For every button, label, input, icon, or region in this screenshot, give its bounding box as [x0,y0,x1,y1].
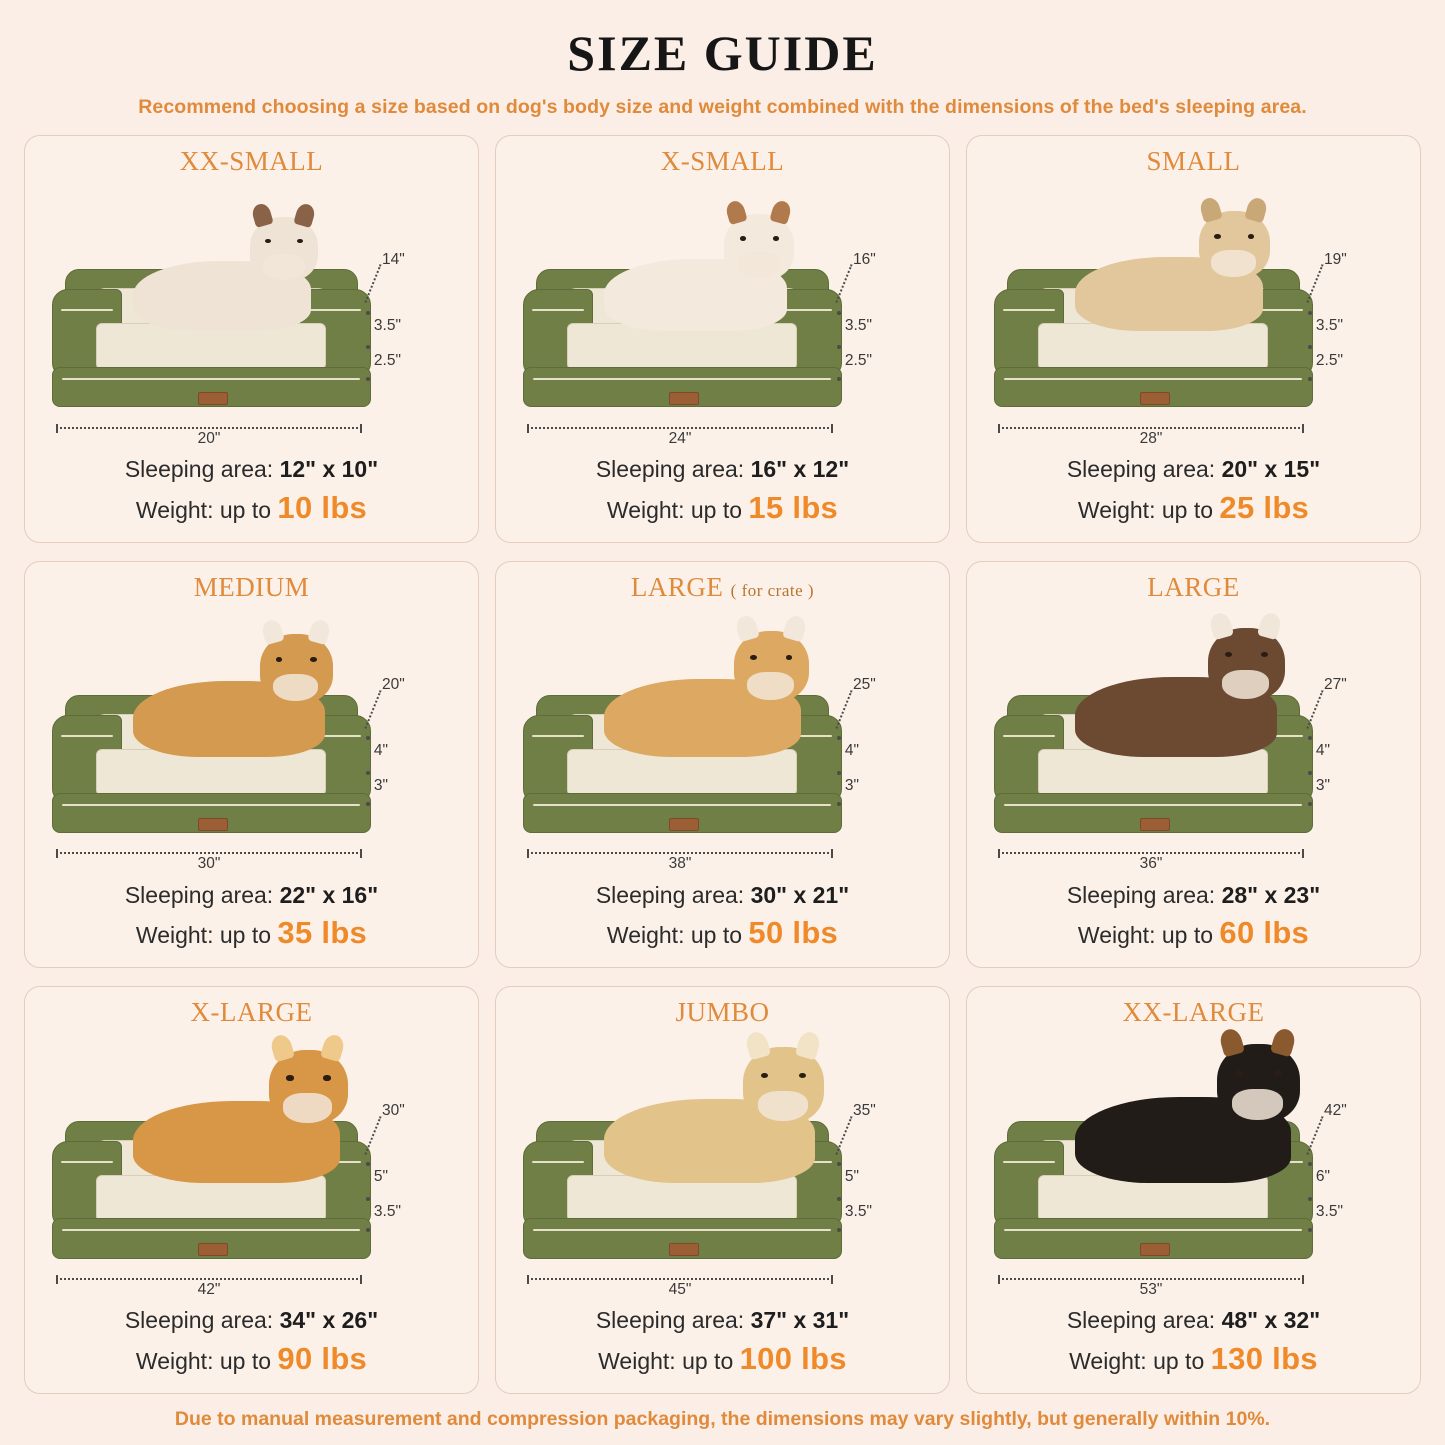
weight-label: Weight: [135,922,220,949]
size-name: SMALL [1146,146,1241,176]
dog-snout [1222,670,1270,699]
dimension-dot [1308,1197,1312,1201]
dimension-base: 3" [1315,777,1331,795]
dimension-line [998,1278,1304,1280]
width-dimension [527,849,833,871]
weight-value: 15 lbs [748,489,839,525]
weight-value: 10 lbs [277,489,368,525]
weight-label: Weight: [1077,922,1162,949]
dog-head [260,634,333,703]
dog-snout [1232,1089,1283,1120]
sleeping-area-value: 20" x 15" [1221,455,1321,482]
dimension-width-value: 53" [1139,1280,1163,1298]
brand-tag-icon [198,392,228,405]
bed-base [994,367,1313,407]
dog-photo-french-bulldog [1075,211,1263,331]
dimension-dot [837,736,841,740]
dog-photo-corgi [133,634,326,757]
sleeping-area-value: 34" x 26" [279,1307,379,1334]
dimension-width-value: 38" [668,855,692,873]
dog-ear-right-icon [769,199,793,225]
sleeping-area-label: Sleeping area: [124,881,280,908]
bed-base [994,793,1313,833]
dimension-line [998,852,1304,854]
dog-ear-right-icon [1270,1026,1298,1057]
dog-ear-right-icon [795,1030,822,1061]
dog-photo-labrador [604,1047,816,1183]
dog-photo-cat [133,217,312,331]
weight-upto: up to [219,496,272,523]
dimension-leader-line [364,264,381,303]
dimension-dot [1308,311,1312,315]
bed-illustration [981,605,1406,877]
dimension-bolster: 4" [1315,742,1331,760]
dog-eye-right [323,1075,330,1080]
weight-label: Weight: [1069,1347,1154,1374]
dimension-dot [837,771,841,775]
vertical-dimensions [825,670,927,828]
weight-row [39,486,464,530]
sleeping-area-label: Sleeping area: [1066,1307,1222,1334]
dog-ear-left-icon [250,202,273,228]
footer-note: Due to manual measurement and compression packaging, the dimensions may vary slightly, but generally within 10%. [174,1408,1271,1430]
dimension-bolster: 3.5" [844,316,872,334]
dimension-dot [366,802,370,806]
dog-ear-left-icon [734,614,759,643]
sleeping-area-label: Sleeping area: [1066,881,1222,908]
dog-ear-right-icon [294,202,317,228]
size-name: X-LARGE [190,997,313,1028]
width-dimension [998,1275,1304,1297]
dimension-leader-line [1306,1116,1323,1155]
dog-eye-right [1261,652,1268,657]
dimension-leader-line [835,690,852,729]
weight-upto: up to [1161,496,1214,523]
dimension-line [56,427,362,429]
size-card-title [510,997,935,1028]
dog-ear-right-icon [1257,611,1283,640]
weight-row [510,911,935,955]
dog-eye-left [1214,234,1220,239]
dog-snout [758,1091,808,1121]
dog-eye-left [276,657,283,662]
bed-illustration [39,605,464,877]
size-card-jumbo[interactable] [495,986,950,1394]
sleeping-area-label: Sleeping area: [595,881,751,908]
size-name: XX-SMALL [179,146,324,176]
bed-base [994,1218,1313,1258]
weight-upto: up to [1153,1347,1205,1374]
dimension-dot [366,377,370,381]
sleeping-area-row [510,453,935,486]
sleeping-area-row [981,879,1406,912]
dimension-leader-line [1306,690,1323,729]
dimension-leader-line [835,1116,852,1155]
dimension-height: 27" [1324,676,1347,694]
dog-eye-left [286,1075,293,1080]
dog-eye-right [1274,1070,1281,1075]
dimension-dot [837,345,841,349]
bed-base [523,793,842,833]
bed-illustration [981,179,1406,451]
size-name: JUMBO [675,997,770,1028]
dimension-dot [837,311,841,315]
dimension-height: 42" [1324,1101,1347,1119]
size-name: LARGE [630,571,724,602]
width-dimension [527,424,833,446]
dog-eye-left [265,239,271,243]
width-dimension [56,849,362,871]
dimension-bolster: 3.5" [1315,316,1343,334]
sleeping-area-row [510,1304,935,1337]
vertical-dimensions [825,244,927,402]
dog-snout [1211,250,1255,277]
dimension-base: 3" [844,777,860,795]
sleeping-area-label: Sleeping area: [124,1307,280,1334]
dog-head [250,217,318,281]
width-dimension [998,849,1304,871]
dimension-bolster: 4" [844,742,860,760]
dog-snout [747,672,794,700]
bed-base [523,367,842,407]
sleeping-area-label: Sleeping area: [595,455,751,482]
dimension-bolster: 4" [373,742,389,760]
bed-base [52,793,371,833]
dimension-dot [366,1162,370,1166]
weight-row [981,1337,1406,1381]
dimension-line [527,1278,833,1280]
dimension-dot [837,377,841,381]
size-card-x-large[interactable] [24,986,479,1394]
dimension-dot [1308,736,1312,740]
dimension-dot [1308,802,1312,806]
size-card-title [510,146,935,177]
dog-snout [283,1093,332,1123]
dog-photo-shih-tzu [604,214,787,331]
size-card-title [39,146,464,177]
bed-illustration [510,605,935,877]
dimension-dot [366,345,370,349]
bed-base [52,367,371,407]
vertical-dimensions [1296,244,1398,402]
weight-label: Weight: [598,1347,683,1374]
brand-tag-icon [198,1243,228,1256]
dog-ear-left-icon [743,1030,770,1061]
dimension-dot [1308,345,1312,349]
size-card-specs [510,877,935,956]
weight-upto: up to [690,496,743,523]
dimension-dot [837,1228,841,1232]
page-title: SIZE GUIDE [567,25,878,81]
dog-eye-left [761,1073,768,1078]
dimension-leader-line [364,1116,381,1155]
dimension-base: 2.5" [1315,351,1343,369]
size-name: MEDIUM [193,571,310,602]
width-dimension [56,1275,362,1297]
size-note: ( for crate ) [730,580,815,600]
size-card-specs [981,877,1406,956]
size-card-specs [981,1302,1406,1381]
dimension-height: 35" [853,1101,876,1119]
dimension-width-value: 20" [197,429,221,447]
dimension-width-value: 28" [1139,429,1163,447]
weight-row [981,911,1406,955]
weight-upto: up to [219,922,272,949]
dog-head [1199,211,1270,278]
dimension-height: 20" [382,676,405,694]
dimension-bolster: 3.5" [373,316,401,334]
sleeping-area-value: 22" x 16" [279,881,379,908]
size-card-title [39,572,464,603]
sleeping-area-label: Sleeping area: [595,1307,751,1334]
dimension-line [527,427,833,429]
size-card-medium[interactable] [24,561,479,969]
dog-ear-right-icon [1244,195,1268,222]
dog-photo-shiba-inu [604,631,802,757]
dog-photo-australian-shepherd [1075,628,1277,757]
dog-snout [273,674,318,702]
dog-eye-right [799,1073,806,1078]
dog-eye-left [740,236,746,241]
brand-tag-icon [669,818,699,831]
brand-tag-icon [1140,392,1170,405]
size-card-specs [981,451,1406,530]
weight-upto: up to [682,1347,734,1374]
size-card-title [981,997,1406,1028]
dog-ear-right-icon [782,614,807,643]
dimension-bolster: 6" [1315,1168,1331,1186]
dog-head [1217,1044,1299,1122]
dimension-base: 3.5" [844,1202,872,1220]
weight-label: Weight: [135,496,220,523]
sleeping-area-label: Sleeping area: [124,455,280,482]
dog-eye-right [310,657,317,662]
weight-value: 100 lbs [739,1340,847,1376]
vertical-dimensions [354,244,456,402]
sleeping-area-value: 28" x 23" [1221,881,1321,908]
dog-eye-left [750,655,757,660]
dog-ear-left-icon [725,199,749,225]
size-name: LARGE [1147,571,1240,602]
weight-row [510,1337,935,1381]
dimension-height: 19" [1324,250,1347,268]
size-card-specs [39,877,464,956]
dog-ear-left-icon [1199,195,1223,222]
dog-snout [263,254,305,280]
size-card-title [981,146,1406,177]
brand-tag-icon [1140,1243,1170,1256]
dimension-dot [366,771,370,775]
dog-head [269,1050,348,1124]
bed-illustration [510,1030,935,1302]
weight-value: 130 lbs [1210,1340,1318,1376]
sleeping-area-row [981,453,1406,486]
weight-row [39,911,464,955]
dog-head [734,631,809,702]
sleeping-area-row [39,879,464,912]
width-dimension [527,1275,833,1297]
dimension-dot [837,1197,841,1201]
dimension-width-value: 36" [1139,855,1163,873]
weight-label: Weight: [606,922,691,949]
size-card-specs [510,1302,935,1381]
sleeping-area-row [981,1304,1406,1337]
sleeping-area-label: Sleeping area: [1066,455,1222,482]
vertical-dimensions [1296,1096,1398,1254]
dog-photo-rottweiler [1075,1044,1292,1183]
dimension-leader-line [1306,264,1323,303]
dimension-leader-line [835,264,852,303]
dog-photo-golden-retriever [133,1050,340,1183]
weight-value: 60 lbs [1219,915,1310,951]
bed-base [52,1218,371,1258]
width-dimension [998,424,1304,446]
dog-ear-right-icon [307,618,332,646]
dog-ear-left-icon [1217,1026,1245,1057]
dimension-dot [1308,377,1312,381]
sleeping-area-row [39,1304,464,1337]
size-card-specs [39,451,464,530]
weight-row [39,1337,464,1381]
dimension-bolster: 5" [373,1168,389,1186]
weight-value: 90 lbs [277,1340,368,1376]
bed-illustration [981,1030,1406,1302]
bed-base [523,1218,842,1258]
sleeping-area-value: 30" x 21" [750,881,850,908]
vertical-dimensions [1296,670,1398,828]
dimension-dot [366,311,370,315]
dimension-dot [837,1162,841,1166]
weight-upto: up to [219,1347,272,1374]
brand-tag-icon [1140,818,1170,831]
sleeping-area-value: 48" x 32" [1221,1307,1321,1334]
dimension-height: 14" [382,250,405,268]
size-name: XX-LARGE [1122,997,1265,1028]
sleeping-area-row [39,453,464,486]
weight-row [510,486,935,530]
weight-value: 35 lbs [277,915,368,951]
dog-eye-right [773,236,779,241]
size-card-xx-small[interactable] [24,135,479,543]
dog-ear-right-icon [320,1033,347,1063]
weight-value: 25 lbs [1219,489,1310,525]
brand-tag-icon [669,392,699,405]
sleeping-area-value: 37" x 31" [750,1307,850,1334]
dimension-dot [366,1197,370,1201]
bed-illustration [39,179,464,451]
dimension-line [527,852,833,854]
weight-upto: up to [690,922,743,949]
weight-row [981,486,1406,530]
sleeping-area-row [510,879,935,912]
dimension-dot [366,736,370,740]
dimension-dot [837,802,841,806]
dimension-line [56,1278,362,1280]
size-card-xx-large[interactable] [966,986,1421,1394]
dimension-bolster: 5" [844,1168,860,1186]
size-cards-grid [24,135,1421,1394]
width-dimension [56,424,362,446]
vertical-dimensions [354,670,456,828]
dog-eye-left [1236,1070,1243,1075]
dog-eye-left [1225,652,1232,657]
dimension-base: 3.5" [373,1202,401,1220]
dimension-dot [1308,1162,1312,1166]
dog-ear-left-icon [269,1033,296,1063]
dog-head [724,214,794,280]
sleeping-area-value: 12" x 10" [279,455,379,482]
bed-illustration [39,1030,464,1302]
size-card-x-small[interactable] [495,135,950,543]
dog-snout [737,252,780,278]
size-card-title [510,572,935,603]
dimension-dot [366,1228,370,1232]
weight-label: Weight: [1077,496,1162,523]
size-card-specs [39,1302,464,1381]
dimension-width-value: 45" [668,1280,692,1298]
dimension-height: 16" [853,250,876,268]
weight-upto: up to [1161,922,1214,949]
dimension-width-value: 24" [668,429,692,447]
dimension-line [998,427,1304,429]
size-card-small[interactable] [966,135,1421,543]
dog-ear-left-icon [1208,611,1234,640]
dimension-height: 30" [382,1101,405,1119]
size-card-title [981,572,1406,603]
dimension-base: 3.5" [1315,1202,1343,1220]
dimension-dot [1308,771,1312,775]
bed-illustration [510,179,935,451]
page-subtitle: Recommend choosing a size based on dog's body size and weight combined with the dimensions of the bed's sleeping area. [138,96,1307,118]
size-card-large[interactable] [495,561,950,969]
vertical-dimensions [354,1096,456,1254]
dimension-base: 2.5" [844,351,872,369]
dog-head [1208,628,1285,701]
vertical-dimensions [825,1096,927,1254]
dimension-base: 2.5" [373,351,401,369]
dimension-width-value: 42" [197,1280,221,1298]
weight-label: Weight: [606,496,691,523]
dimension-dot [1308,1228,1312,1232]
dog-head [743,1047,823,1123]
dog-eye-right [786,655,793,660]
dog-eye-right [1248,234,1254,239]
size-name: X-SMALL [660,146,785,176]
weight-value: 50 lbs [748,915,839,951]
dog-eye-right [297,239,303,243]
dimension-line [56,852,362,854]
size-card-large[interactable] [966,561,1421,969]
dog-ear-left-icon [260,618,285,646]
dimension-base: 3" [373,777,389,795]
size-card-title [39,997,464,1028]
brand-tag-icon [198,818,228,831]
dimension-leader-line [364,690,381,729]
brand-tag-icon [669,1243,699,1256]
sleeping-area-value: 16" x 12" [750,455,850,482]
dimension-height: 25" [853,676,876,694]
weight-label: Weight: [135,1347,220,1374]
size-card-specs [510,451,935,530]
dimension-width-value: 30" [197,855,221,873]
